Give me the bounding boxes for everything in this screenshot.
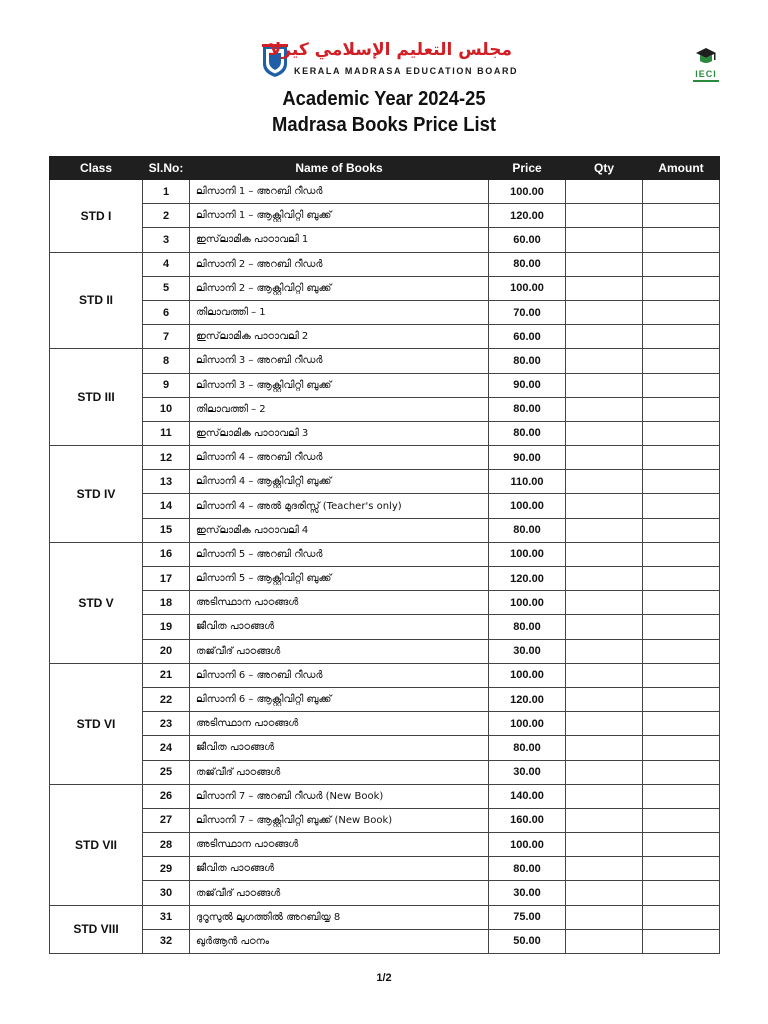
price-cell: 160.00 bbox=[489, 808, 566, 832]
book-name-cell: ലിസാനി 1 – അറബി റീഡർ bbox=[190, 180, 489, 204]
sl-cell: 21 bbox=[143, 663, 190, 687]
table-row bbox=[50, 808, 720, 832]
qty-cell[interactable] bbox=[566, 252, 643, 276]
class-cell: STD V bbox=[50, 542, 143, 663]
book-name-cell: ദുറൂസുൽ ലുഗത്തിൽ അറബിയ്യ 8 bbox=[190, 905, 489, 929]
book-name-cell: അടിസ്ഥാന പാഠങ്ങൾ bbox=[190, 591, 489, 615]
price-cell: 120.00 bbox=[489, 687, 566, 711]
price-cell: 80.00 bbox=[489, 518, 566, 542]
amount-cell[interactable] bbox=[643, 760, 720, 784]
book-name-cell: ഇസ്‌ലാമിക പാഠാവലി 3 bbox=[190, 421, 489, 445]
table-row bbox=[50, 881, 720, 905]
header-price: Price bbox=[489, 157, 566, 180]
price-cell: 30.00 bbox=[489, 881, 566, 905]
book-name-cell: ലിസാനി 3 – ആക്റ്റിവിറ്റി ബുക്ക് bbox=[190, 373, 489, 397]
book-name-cell: ലിസാനി 7 – ആക്റ്റിവിറ്റി ബുക്ക് (New Book) bbox=[190, 808, 489, 832]
table-row bbox=[50, 784, 720, 808]
sl-cell: 22 bbox=[143, 687, 190, 711]
qty-cell[interactable] bbox=[566, 180, 643, 204]
table-row bbox=[50, 397, 720, 421]
qty-cell[interactable] bbox=[566, 881, 643, 905]
class-cell: STD VI bbox=[50, 663, 143, 784]
amount-cell[interactable] bbox=[643, 518, 720, 542]
sl-cell: 10 bbox=[143, 397, 190, 421]
qty-cell[interactable] bbox=[566, 833, 643, 857]
book-name-cell: അടിസ്ഥാന പാഠങ്ങൾ bbox=[190, 712, 489, 736]
sl-cell: 11 bbox=[143, 421, 190, 445]
price-list-table bbox=[49, 156, 720, 954]
price-cell: 100.00 bbox=[489, 833, 566, 857]
qty-cell[interactable] bbox=[566, 929, 643, 953]
table-row bbox=[50, 591, 720, 615]
sl-cell: 14 bbox=[143, 494, 190, 518]
amount-cell[interactable] bbox=[643, 542, 720, 566]
table-row bbox=[50, 373, 720, 397]
amount-cell[interactable] bbox=[643, 276, 720, 300]
amount-cell[interactable] bbox=[643, 567, 720, 591]
book-name-cell: തജ്‌വീദ് പാഠങ്ങൾ bbox=[190, 881, 489, 905]
amount-cell[interactable] bbox=[643, 421, 720, 445]
header-class: Class bbox=[50, 157, 143, 180]
price-cell: 100.00 bbox=[489, 180, 566, 204]
amount-cell[interactable] bbox=[643, 204, 720, 228]
amount-cell[interactable] bbox=[643, 808, 720, 832]
price-cell: 140.00 bbox=[489, 784, 566, 808]
book-name-cell: ജീവിത പാഠങ്ങൾ bbox=[190, 857, 489, 881]
class-cell: STD III bbox=[50, 349, 143, 446]
class-cell: STD II bbox=[50, 252, 143, 349]
amount-cell[interactable] bbox=[643, 712, 720, 736]
book-name-cell: ലിസാനി 5 – അറബി റീഡർ bbox=[190, 542, 489, 566]
table-row bbox=[50, 300, 720, 324]
sl-cell: 1 bbox=[143, 180, 190, 204]
sl-cell: 7 bbox=[143, 325, 190, 349]
table-row bbox=[50, 736, 720, 760]
amount-cell[interactable] bbox=[643, 905, 720, 929]
price-cell: 100.00 bbox=[489, 542, 566, 566]
amount-cell[interactable] bbox=[643, 446, 720, 470]
qty-cell[interactable] bbox=[566, 784, 643, 808]
amount-cell[interactable] bbox=[643, 639, 720, 663]
sl-cell: 3 bbox=[143, 228, 190, 252]
ieci-label: IECI bbox=[695, 69, 717, 79]
qty-cell[interactable] bbox=[566, 373, 643, 397]
price-cell: 120.00 bbox=[489, 204, 566, 228]
amount-cell[interactable] bbox=[643, 349, 720, 373]
qty-cell[interactable] bbox=[566, 494, 643, 518]
page-title-list: Madrasa Books Price List bbox=[272, 114, 496, 136]
table-row bbox=[50, 470, 720, 494]
table-row bbox=[50, 615, 720, 639]
amount-cell[interactable] bbox=[643, 300, 720, 324]
book-name-cell: ഖുർആൻ പഠനം bbox=[190, 929, 489, 953]
sl-cell: 26 bbox=[143, 784, 190, 808]
sl-cell: 8 bbox=[143, 349, 190, 373]
qty-cell[interactable] bbox=[566, 446, 643, 470]
qty-cell[interactable] bbox=[566, 349, 643, 373]
page-number: 1/2 bbox=[376, 972, 392, 984]
sl-cell: 31 bbox=[143, 905, 190, 929]
sl-cell: 28 bbox=[143, 833, 190, 857]
qty-cell[interactable] bbox=[566, 542, 643, 566]
book-name-cell: ലിസാനി 4 – ആക്റ്റിവിറ്റി ബുക്ക് bbox=[190, 470, 489, 494]
header-qty: Qty bbox=[566, 157, 643, 180]
price-cell: 80.00 bbox=[489, 397, 566, 421]
amount-cell[interactable] bbox=[643, 373, 720, 397]
price-cell: 80.00 bbox=[489, 252, 566, 276]
qty-cell[interactable] bbox=[566, 421, 643, 445]
book-name-cell: ജീവിത പാഠങ്ങൾ bbox=[190, 736, 489, 760]
price-cell: 90.00 bbox=[489, 373, 566, 397]
sl-cell: 15 bbox=[143, 518, 190, 542]
amount-cell[interactable] bbox=[643, 736, 720, 760]
graduation-cap-icon bbox=[694, 46, 718, 68]
amount-cell[interactable] bbox=[643, 470, 720, 494]
price-cell: 100.00 bbox=[489, 712, 566, 736]
table-row bbox=[50, 639, 720, 663]
amount-cell[interactable] bbox=[643, 180, 720, 204]
sl-cell: 29 bbox=[143, 857, 190, 881]
amount-cell[interactable] bbox=[643, 615, 720, 639]
table-row bbox=[50, 833, 720, 857]
book-name-cell: തജ്‌വീദ് പാഠങ്ങൾ bbox=[190, 639, 489, 663]
qty-cell[interactable] bbox=[566, 591, 643, 615]
book-name-cell: ജീവിത പാഠങ്ങൾ bbox=[190, 615, 489, 639]
sl-cell: 2 bbox=[143, 204, 190, 228]
table-row bbox=[50, 494, 720, 518]
sl-cell: 4 bbox=[143, 252, 190, 276]
table-header-row bbox=[50, 157, 720, 180]
page-header bbox=[0, 0, 768, 150]
table-row bbox=[50, 228, 720, 252]
table-row bbox=[50, 929, 720, 953]
qty-cell[interactable] bbox=[566, 905, 643, 929]
amount-cell[interactable] bbox=[643, 252, 720, 276]
book-name-cell: ലിസാനി 4 – അറബി റീഡർ bbox=[190, 446, 489, 470]
class-cell: STD VIII bbox=[50, 905, 143, 953]
book-name-cell: തിലാവത്തി – 2 bbox=[190, 397, 489, 421]
qty-cell[interactable] bbox=[566, 325, 643, 349]
sl-cell: 18 bbox=[143, 591, 190, 615]
table-row bbox=[50, 421, 720, 445]
header-slno: Sl.No: bbox=[143, 157, 190, 180]
ieci-logo bbox=[688, 46, 724, 90]
table-row bbox=[50, 857, 720, 881]
price-cell: 100.00 bbox=[489, 276, 566, 300]
qty-cell[interactable] bbox=[566, 857, 643, 881]
qty-cell[interactable] bbox=[566, 204, 643, 228]
amount-cell[interactable] bbox=[643, 325, 720, 349]
price-cell: 80.00 bbox=[489, 857, 566, 881]
amount-cell[interactable] bbox=[643, 833, 720, 857]
class-cell: STD VII bbox=[50, 784, 143, 905]
price-cell: 80.00 bbox=[489, 421, 566, 445]
table-row bbox=[50, 663, 720, 687]
sl-cell: 5 bbox=[143, 276, 190, 300]
sl-cell: 13 bbox=[143, 470, 190, 494]
table-row bbox=[50, 760, 720, 784]
book-name-cell: ലിസാനി 7 – അറബി റീഡർ (New Book) bbox=[190, 784, 489, 808]
book-name-cell: ലിസാനി 5 – ആക്റ്റിവിറ്റി ബുക്ക് bbox=[190, 567, 489, 591]
price-cell: 100.00 bbox=[489, 591, 566, 615]
qty-cell[interactable] bbox=[566, 228, 643, 252]
qty-cell[interactable] bbox=[566, 300, 643, 324]
price-cell: 80.00 bbox=[489, 736, 566, 760]
table-row bbox=[50, 325, 720, 349]
price-cell: 30.00 bbox=[489, 639, 566, 663]
table-row bbox=[50, 252, 720, 276]
qty-cell[interactable] bbox=[566, 567, 643, 591]
table-row bbox=[50, 542, 720, 566]
sl-cell: 23 bbox=[143, 712, 190, 736]
qty-cell[interactable] bbox=[566, 760, 643, 784]
amount-cell[interactable] bbox=[643, 687, 720, 711]
price-cell: 50.00 bbox=[489, 929, 566, 953]
sl-cell: 30 bbox=[143, 881, 190, 905]
sl-cell: 32 bbox=[143, 929, 190, 953]
table-row bbox=[50, 180, 720, 204]
amount-cell[interactable] bbox=[643, 881, 720, 905]
table-body bbox=[50, 180, 720, 954]
class-cell: STD I bbox=[50, 180, 143, 253]
qty-cell[interactable] bbox=[566, 639, 643, 663]
table-row bbox=[50, 349, 720, 373]
book-name-cell: അടിസ്ഥാന പാഠങ്ങൾ bbox=[190, 833, 489, 857]
board-arabic-name: مجلس التعليم الإسلامي كيرلا bbox=[268, 40, 512, 60]
book-name-cell: ലിസാനി 2 – ആക്റ്റിവിറ്റി ബുക്ക് bbox=[190, 276, 489, 300]
book-name-cell: ഇസ്‌ലാമിക പാഠാവലി 1 bbox=[190, 228, 489, 252]
price-cell: 80.00 bbox=[489, 349, 566, 373]
table-row bbox=[50, 687, 720, 711]
price-cell: 100.00 bbox=[489, 494, 566, 518]
qty-cell[interactable] bbox=[566, 397, 643, 421]
table-row bbox=[50, 567, 720, 591]
amount-cell[interactable] bbox=[643, 494, 720, 518]
qty-cell[interactable] bbox=[566, 808, 643, 832]
sl-cell: 17 bbox=[143, 567, 190, 591]
amount-cell[interactable] bbox=[643, 591, 720, 615]
book-name-cell: ലിസാനി 6 – അറബി റീഡർ bbox=[190, 663, 489, 687]
price-cell: 60.00 bbox=[489, 325, 566, 349]
sl-cell: 19 bbox=[143, 615, 190, 639]
price-cell: 30.00 bbox=[489, 760, 566, 784]
price-cell: 70.00 bbox=[489, 300, 566, 324]
table-row bbox=[50, 712, 720, 736]
table-row bbox=[50, 518, 720, 542]
board-english-name: KERALA MADRASA EDUCATION BOARD bbox=[294, 66, 519, 76]
amount-cell[interactable] bbox=[643, 397, 720, 421]
qty-cell[interactable] bbox=[566, 712, 643, 736]
sl-cell: 27 bbox=[143, 808, 190, 832]
header-name-of-books: Name of Books bbox=[190, 157, 489, 180]
amount-cell[interactable] bbox=[643, 228, 720, 252]
sl-cell: 25 bbox=[143, 760, 190, 784]
sl-cell: 6 bbox=[143, 300, 190, 324]
amount-cell[interactable] bbox=[643, 663, 720, 687]
book-name-cell: ലിസാനി 2 – അറബി റീഡർ bbox=[190, 252, 489, 276]
amount-cell[interactable] bbox=[643, 929, 720, 953]
qty-cell[interactable] bbox=[566, 615, 643, 639]
price-cell: 80.00 bbox=[489, 615, 566, 639]
class-cell: STD IV bbox=[50, 446, 143, 543]
book-name-cell: ലിസാനി 3 – അറബി റീഡർ bbox=[190, 349, 489, 373]
price-cell: 100.00 bbox=[489, 663, 566, 687]
book-name-cell: ലിസാനി 4 – അൽ മുദരിസ്സ് (Teacher's only) bbox=[190, 494, 489, 518]
amount-cell[interactable] bbox=[643, 857, 720, 881]
price-cell: 75.00 bbox=[489, 905, 566, 929]
sl-cell: 20 bbox=[143, 639, 190, 663]
header-amount: Amount bbox=[643, 157, 720, 180]
price-cell: 90.00 bbox=[489, 446, 566, 470]
page-title-year: Academic Year 2024-25 bbox=[282, 88, 486, 110]
sl-cell: 16 bbox=[143, 542, 190, 566]
qty-cell[interactable] bbox=[566, 470, 643, 494]
book-name-cell: ലിസാനി 1 – ആക്റ്റിവിറ്റി ബുക്ക് bbox=[190, 204, 489, 228]
table-row bbox=[50, 905, 720, 929]
qty-cell[interactable] bbox=[566, 663, 643, 687]
book-name-cell: ലിസാനി 6 – ആക്റ്റിവിറ്റി ബുക്ക് bbox=[190, 687, 489, 711]
price-cell: 60.00 bbox=[489, 228, 566, 252]
qty-cell[interactable] bbox=[566, 518, 643, 542]
sl-cell: 9 bbox=[143, 373, 190, 397]
table-row bbox=[50, 276, 720, 300]
table-row bbox=[50, 204, 720, 228]
amount-cell[interactable] bbox=[643, 784, 720, 808]
price-cell: 110.00 bbox=[489, 470, 566, 494]
qty-cell[interactable] bbox=[566, 736, 643, 760]
book-name-cell: തജ്‌വീദ് പാഠങ്ങൾ bbox=[190, 760, 489, 784]
sl-cell: 24 bbox=[143, 736, 190, 760]
price-cell: 120.00 bbox=[489, 567, 566, 591]
book-name-cell: ഇസ്‌ലാമിക പാഠാവലി 2 bbox=[190, 325, 489, 349]
book-name-cell: ഇസ്‌ലാമിക പാഠാവലി 4 bbox=[190, 518, 489, 542]
qty-cell[interactable] bbox=[566, 687, 643, 711]
qty-cell[interactable] bbox=[566, 276, 643, 300]
ieci-underline bbox=[693, 80, 719, 82]
sl-cell: 12 bbox=[143, 446, 190, 470]
book-name-cell: തിലാവത്തി – 1 bbox=[190, 300, 489, 324]
table-row bbox=[50, 446, 720, 470]
board-logo bbox=[262, 40, 519, 82]
